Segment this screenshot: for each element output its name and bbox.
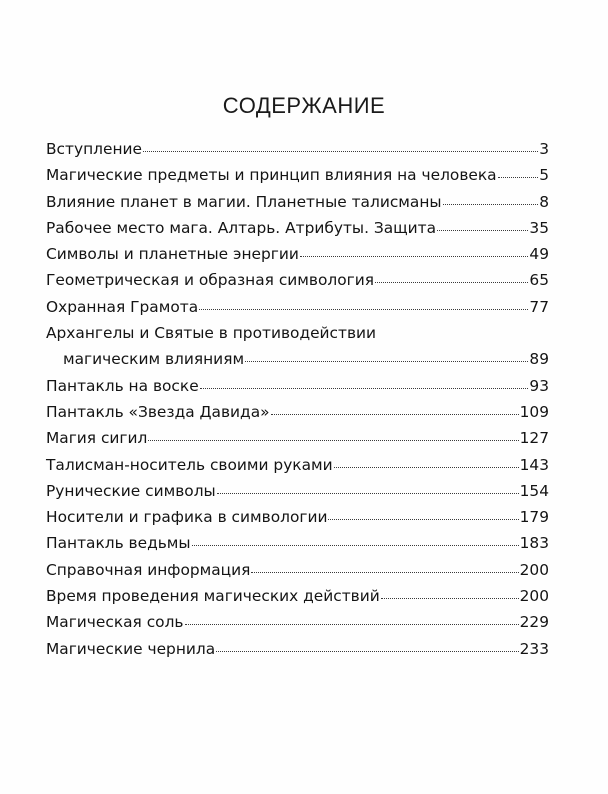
dot-leader xyxy=(143,151,538,152)
toc-entry-page: 93 xyxy=(529,376,549,395)
dot-leader xyxy=(328,519,518,520)
toc-entry xyxy=(46,320,549,373)
toc-entry xyxy=(46,162,549,188)
dot-leader xyxy=(200,388,529,389)
toc-entry xyxy=(46,267,549,293)
dot-leader xyxy=(300,256,529,257)
toc-entry-title: Архангелы и Святые в противодействии xyxy=(46,324,377,343)
toc-entry-title: Носители и графика в символогии xyxy=(46,508,328,527)
dot-leader xyxy=(148,440,518,441)
dot-leader xyxy=(437,230,528,231)
toc-entry xyxy=(46,294,549,320)
toc-entry-title: Рабочее место мага. Алтарь. Атрибуты. Защита xyxy=(46,218,437,237)
toc-entry-page: 183 xyxy=(519,534,549,553)
toc-entry-title: Геометрическая и образная симвология xyxy=(46,271,374,290)
toc-entry-title: Справочная информация xyxy=(46,560,251,579)
toc-entry-title: Охранная Грамота xyxy=(46,297,199,316)
dot-leader xyxy=(381,598,519,599)
dot-leader xyxy=(334,467,519,468)
dot-leader xyxy=(185,624,519,625)
toc-entry xyxy=(46,636,549,662)
dot-leader xyxy=(192,545,519,546)
toc-entry-page: 8 xyxy=(539,192,549,211)
toc-entry xyxy=(46,425,549,451)
toc-entry xyxy=(46,609,549,635)
toc-entry-title: Магия сигил xyxy=(46,429,148,448)
toc-entry-page: 35 xyxy=(529,218,549,237)
toc-entry-page: 233 xyxy=(519,639,549,658)
toc-entry xyxy=(46,530,549,556)
toc-entry xyxy=(46,557,549,583)
toc-entry-page: 65 xyxy=(529,271,549,290)
dot-leader xyxy=(443,204,539,205)
toc-entry-title: Символы и планетные энергии xyxy=(46,245,299,264)
toc-entry-page: 77 xyxy=(529,297,549,316)
toc-entry-page: 200 xyxy=(519,587,549,606)
toc-entry-title: Влияние планет в магии. Планетные талисманы xyxy=(46,192,442,211)
toc-entry-title: Пантакль «Звезда Давида» xyxy=(46,402,270,421)
toc-entry-page: 49 xyxy=(529,245,549,264)
toc-entry-title-continuation: магическим влияниям xyxy=(63,350,245,369)
dot-leader xyxy=(498,177,539,178)
toc-entry-title: Вступление xyxy=(46,140,142,158)
toc-entry-page: 109 xyxy=(519,402,549,421)
dot-leader xyxy=(375,282,528,283)
toc-entry xyxy=(46,373,549,399)
toc-entry-title: Магическая соль xyxy=(46,613,184,632)
toc-entry-page: 143 xyxy=(519,455,549,474)
toc-entry-page: 200 xyxy=(519,560,549,579)
toc-entry xyxy=(46,189,549,215)
toc-entry xyxy=(46,583,549,609)
toc-entry xyxy=(46,478,549,504)
toc-entry-page: 179 xyxy=(519,508,549,527)
toc-entry-page: 154 xyxy=(519,481,549,500)
toc-entry xyxy=(46,452,549,478)
toc-entry xyxy=(46,215,549,241)
dot-leader xyxy=(216,651,518,652)
toc-entry-page: 5 xyxy=(539,166,549,185)
toc-entry-title: Талисман-носитель своими руками xyxy=(46,455,333,474)
toc-entry xyxy=(46,136,549,162)
toc-entry-page: 89 xyxy=(529,350,549,369)
toc-entry-title: Время проведения магических действий xyxy=(46,587,380,606)
toc-entry-page: 3 xyxy=(539,140,549,158)
toc-entry xyxy=(46,241,549,267)
toc-entry-title: Рунические символы xyxy=(46,481,216,500)
toc-entry xyxy=(46,399,549,425)
page-title: СОДЕРЖАНИЕ xyxy=(222,93,386,118)
toc-entry-title: Магические предметы и принцип влияния на человека xyxy=(46,166,497,185)
dot-leader xyxy=(251,572,518,573)
toc-entry-page: 229 xyxy=(519,613,549,632)
table-of-contents xyxy=(46,136,549,662)
toc-entry-title: Пантакль ведьмы xyxy=(46,534,191,553)
toc-entry-page: 127 xyxy=(519,429,549,448)
dot-leader xyxy=(245,361,528,362)
dot-leader xyxy=(199,309,528,310)
toc-entry xyxy=(46,504,549,530)
toc-entry-title: Пантакль на воске xyxy=(46,376,199,395)
dot-leader xyxy=(217,493,519,494)
toc-entry-title: Магические чернила xyxy=(46,639,216,658)
dot-leader xyxy=(271,414,519,415)
